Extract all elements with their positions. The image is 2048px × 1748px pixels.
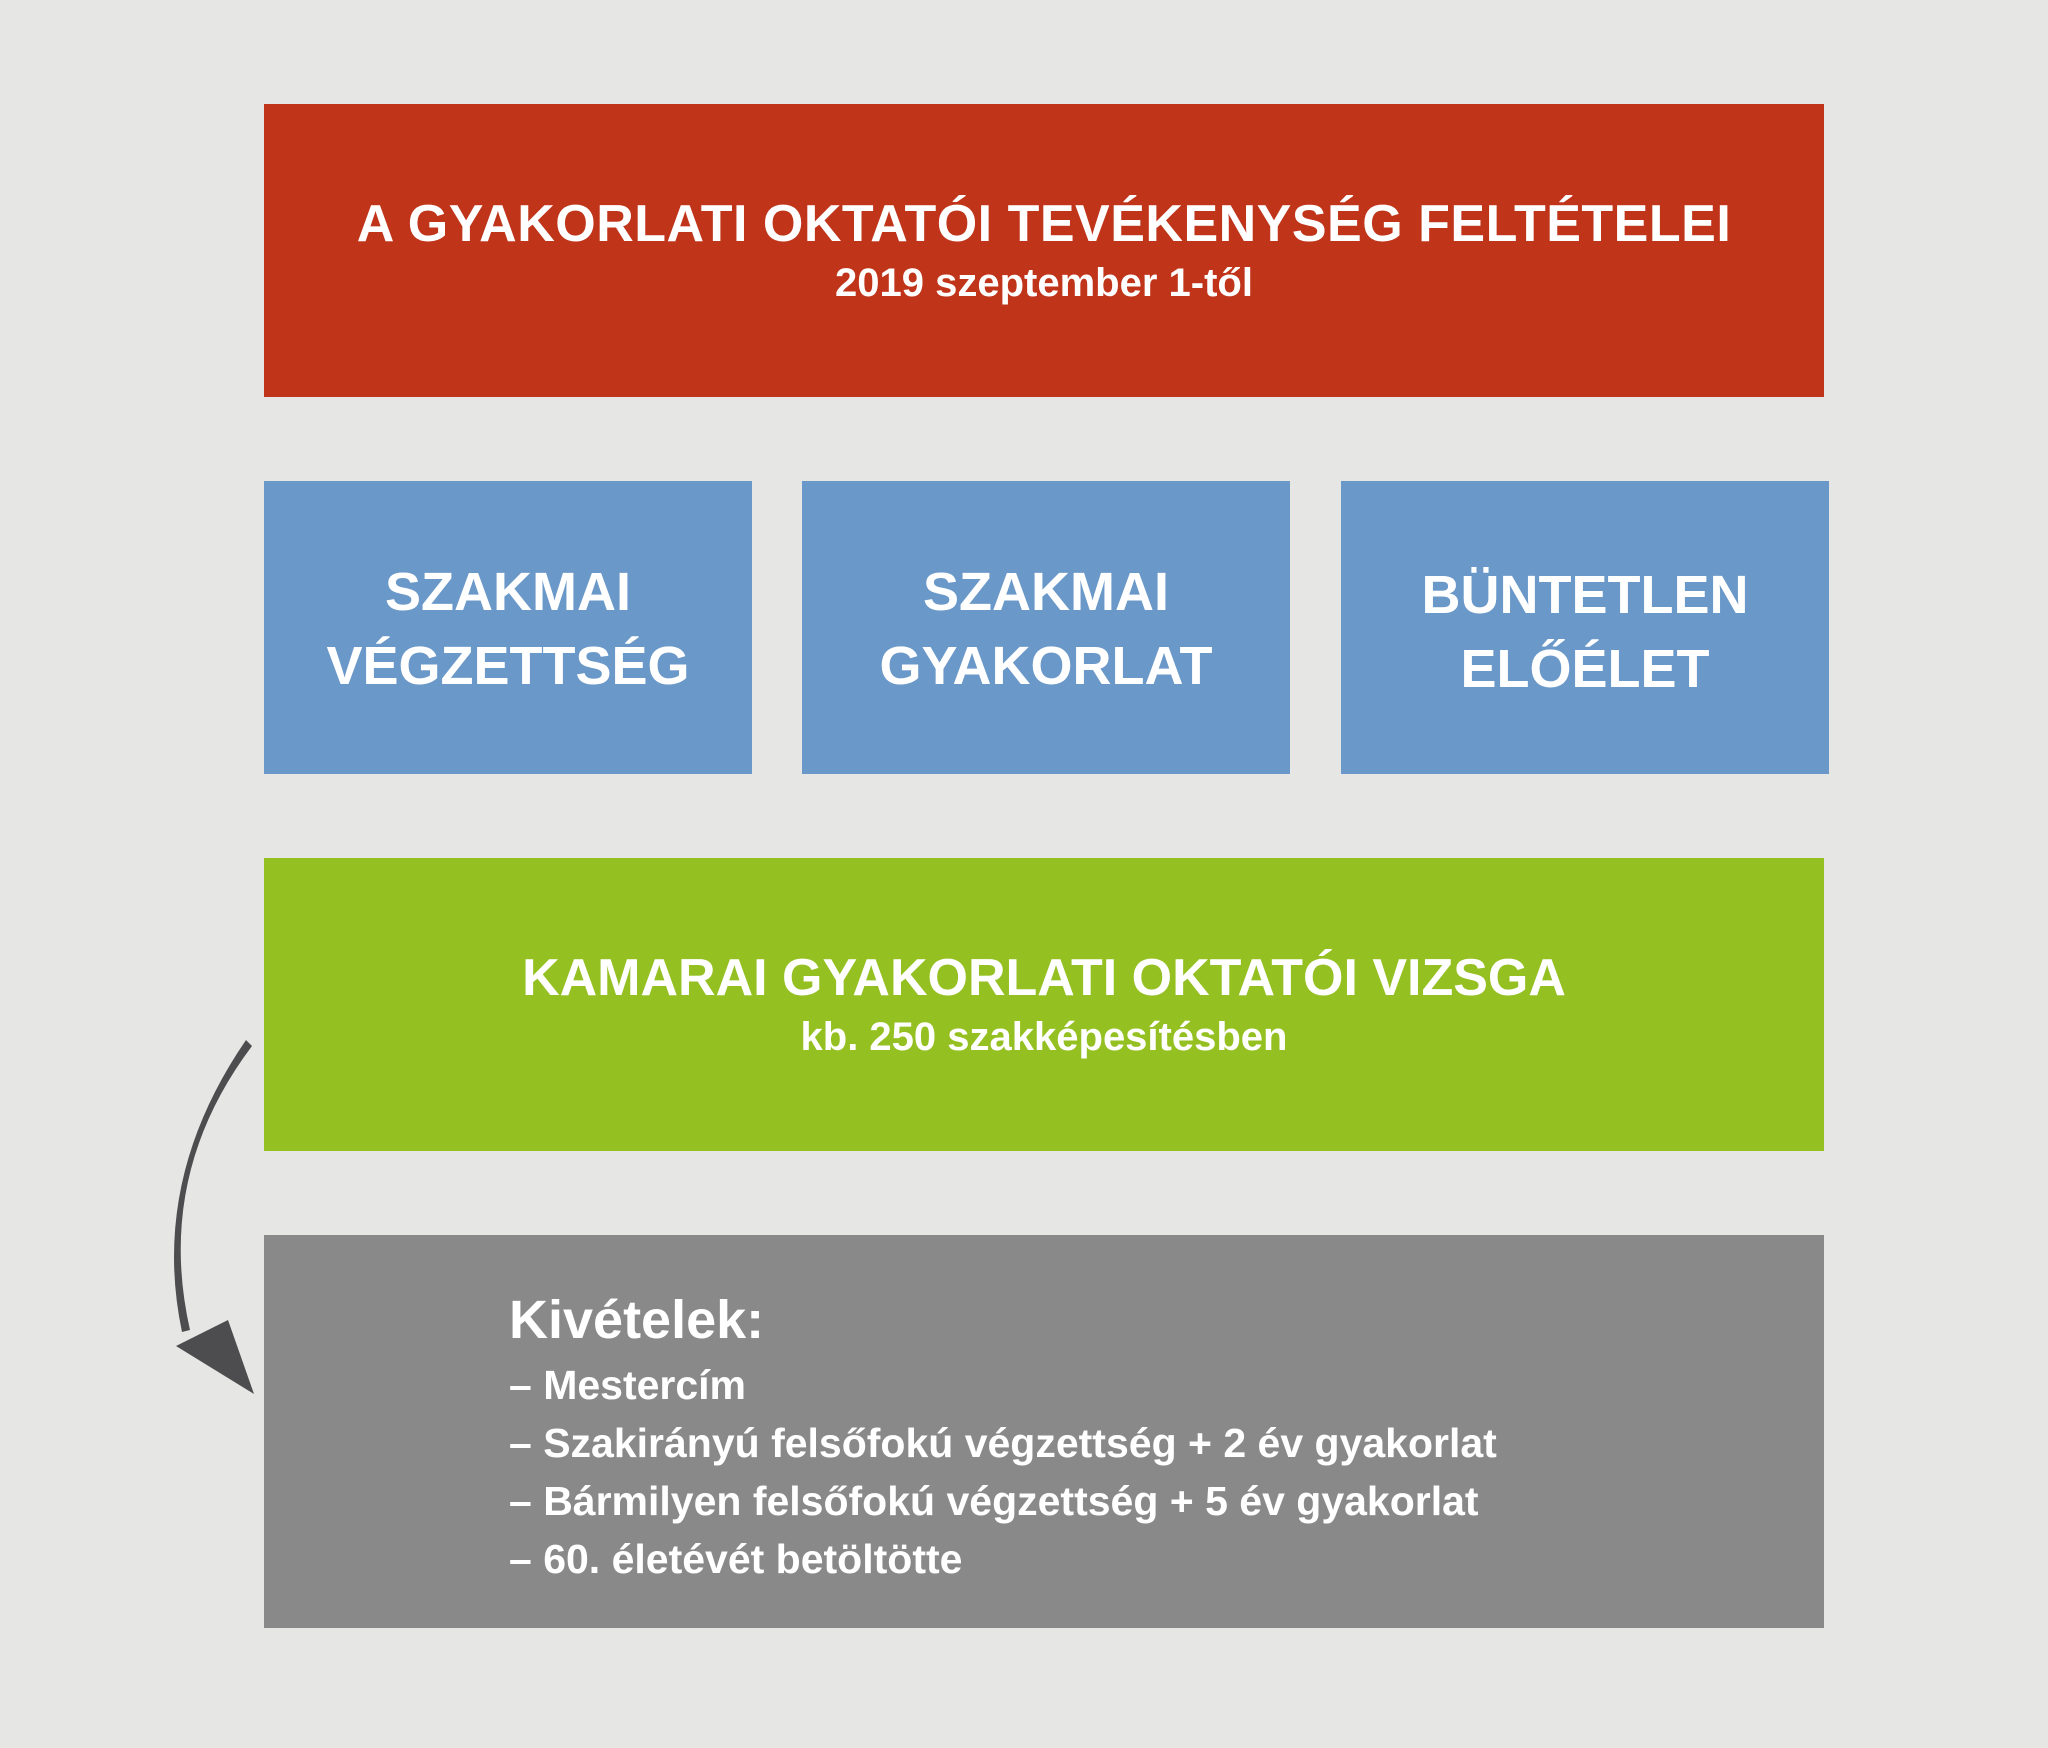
exceptions-title: Kivételek: [509, 1290, 765, 1350]
header-subtitle: 2019 szeptember 1-től [835, 260, 1253, 305]
exception-item: – Szakirányú felsőfokú végzettség + 2 év gyakorlat [509, 1420, 1497, 1467]
exam-subtitle: kb. 250 szakképesítésben [800, 1014, 1288, 1059]
requirement-line: BÜNTETLEN [1421, 564, 1749, 625]
requirement-line: GYAKORLAT [879, 635, 1213, 696]
header-box [264, 104, 1824, 397]
requirement-line: ELŐÉLET [1460, 638, 1710, 699]
arrow-head [176, 1320, 254, 1394]
requirement-box-clean-record [1341, 481, 1829, 774]
exception-item: – Mestercím [509, 1362, 747, 1409]
exception-item: – 60. életévét betöltötte [509, 1536, 963, 1583]
exam-title: KAMARAI GYAKORLATI OKTATÓI VIZSGA [522, 949, 1566, 1008]
header-title: A GYAKORLATI OKTATÓI TEVÉKENYSÉG FELTÉTELEI [356, 195, 1732, 254]
exam-box [264, 858, 1824, 1151]
curved-arrow-icon [0, 0, 300, 1420]
arrow-shaft [174, 1040, 252, 1332]
requirement-line: SZAKMAI [923, 561, 1169, 622]
exceptions-list [509, 1356, 1497, 1588]
exceptions-box [264, 1235, 1824, 1628]
requirement-line: SZAKMAI [385, 561, 631, 622]
requirement-box-practice [802, 481, 1290, 774]
exception-item: – Bármilyen felsőfokú végzettség + 5 év gyakorlat [509, 1478, 1479, 1525]
requirement-box-education [264, 481, 752, 774]
requirement-line: VÉGZETTSÉG [326, 635, 690, 696]
